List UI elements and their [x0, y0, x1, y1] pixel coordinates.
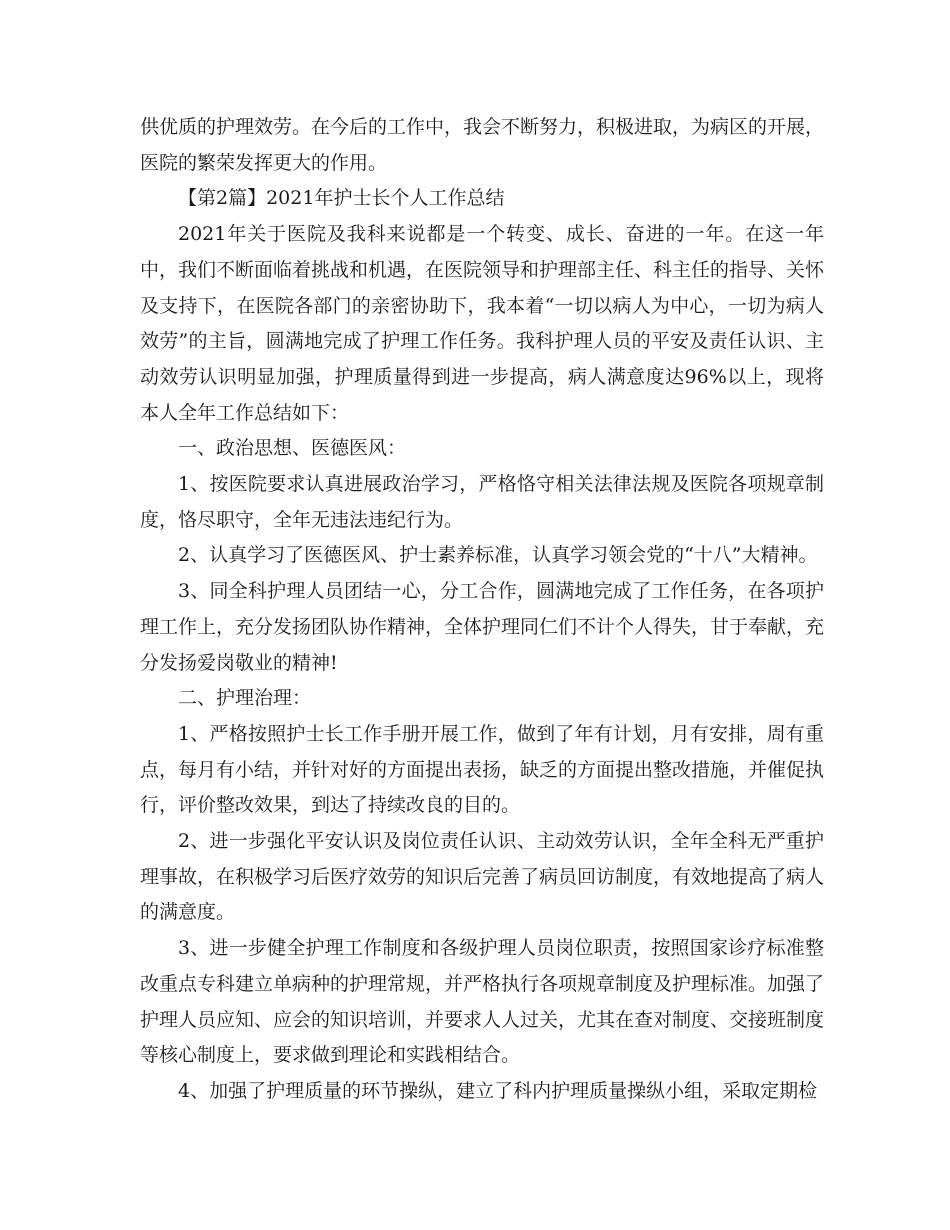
section-heading-article-2: 【第2篇】2021年护士长个人工作总结: [178, 187, 505, 210]
paragraph-intro: 2021年关于医院及我科来说都是一个转变、成长、奋进的一年。在这一年中，我们不断面临着挑战和机遇，在医院领导和护理部主任、科主任的指导、关怀及支持下，在医院各部门的亲密协助下，我本着“一切以病人为中心，一切为病人效劳”的主旨，圆满地完成了护理工作任务。我科护理人员的平安及责任认识、主动效劳认识明显加强，护理质量得到进一步提高，病人满意度达96%以上，现将本人全年工作总结如下：: [140, 223, 825, 424]
list-item-management-4: 4、加强了护理质量的环节操纵，建立了科内护理质量操纵小组，采取定期检: [178, 1079, 818, 1102]
paragraph-continuation: 供优质的护理效劳。在今后的工作中，我会不断努力，积极进取，为病区的开展，医院的繁荣发挥更大的作用。: [140, 116, 825, 174]
list-item-politics-3: 3、同全科护理人员团结一心，分工合作，圆满地完成了工作任务，在各项护理工作上，充分发扬团队协作精神，全体护理同仁们不计个人得失，甘于奉献，充分发扬爱岗敬业的精神!: [140, 580, 825, 674]
section-heading-politics: 一、政治思想、医德医风：: [178, 437, 407, 460]
list-item-management-3: 3、进一步健全护理工作制度和各级护理人员岗位职责，按照国家诊疗标准整改重点专科建立单病种的护理常规，并严格执行各项规章制度及护理标准。加强了护理人员应知、应会的知识培训，并要求人人过关，尤其在查对制度、交接班制度等核心制度上，要求做到理论和实践相结合。: [140, 937, 825, 1067]
list-item-politics-1: 1、按医院要求认真进展政治学习，严格恪守相关法律法规及医院各项规章制度，恪尽职守，全年无违法违纪行为。: [140, 473, 824, 531]
document-body: [140, 110, 824, 1110]
section-heading-management: 二、护理治理：: [178, 687, 312, 710]
list-item-politics-2: 2、认真学习了医德医风、护士素养标准，认真学习领会党的“十八”大精神。: [178, 544, 818, 567]
list-item-management-1: 1、严格按照护士长工作手册开展工作，做到了年有计划，月有安排，周有重点，每月有小结，并针对好的方面提出表扬，缺乏的方面提出整改措施，并催促执行，评价整改效果，到达了持续改良的目的。: [140, 722, 825, 817]
list-item-management-2: 2、进一步强化平安认识及岗位责任认识、主动效劳认识，全年全科无严重护理事故，在积极学习后医疗效劳的知识后完善了病员回访制度，有效地提高了病人的满意度。: [140, 830, 825, 924]
